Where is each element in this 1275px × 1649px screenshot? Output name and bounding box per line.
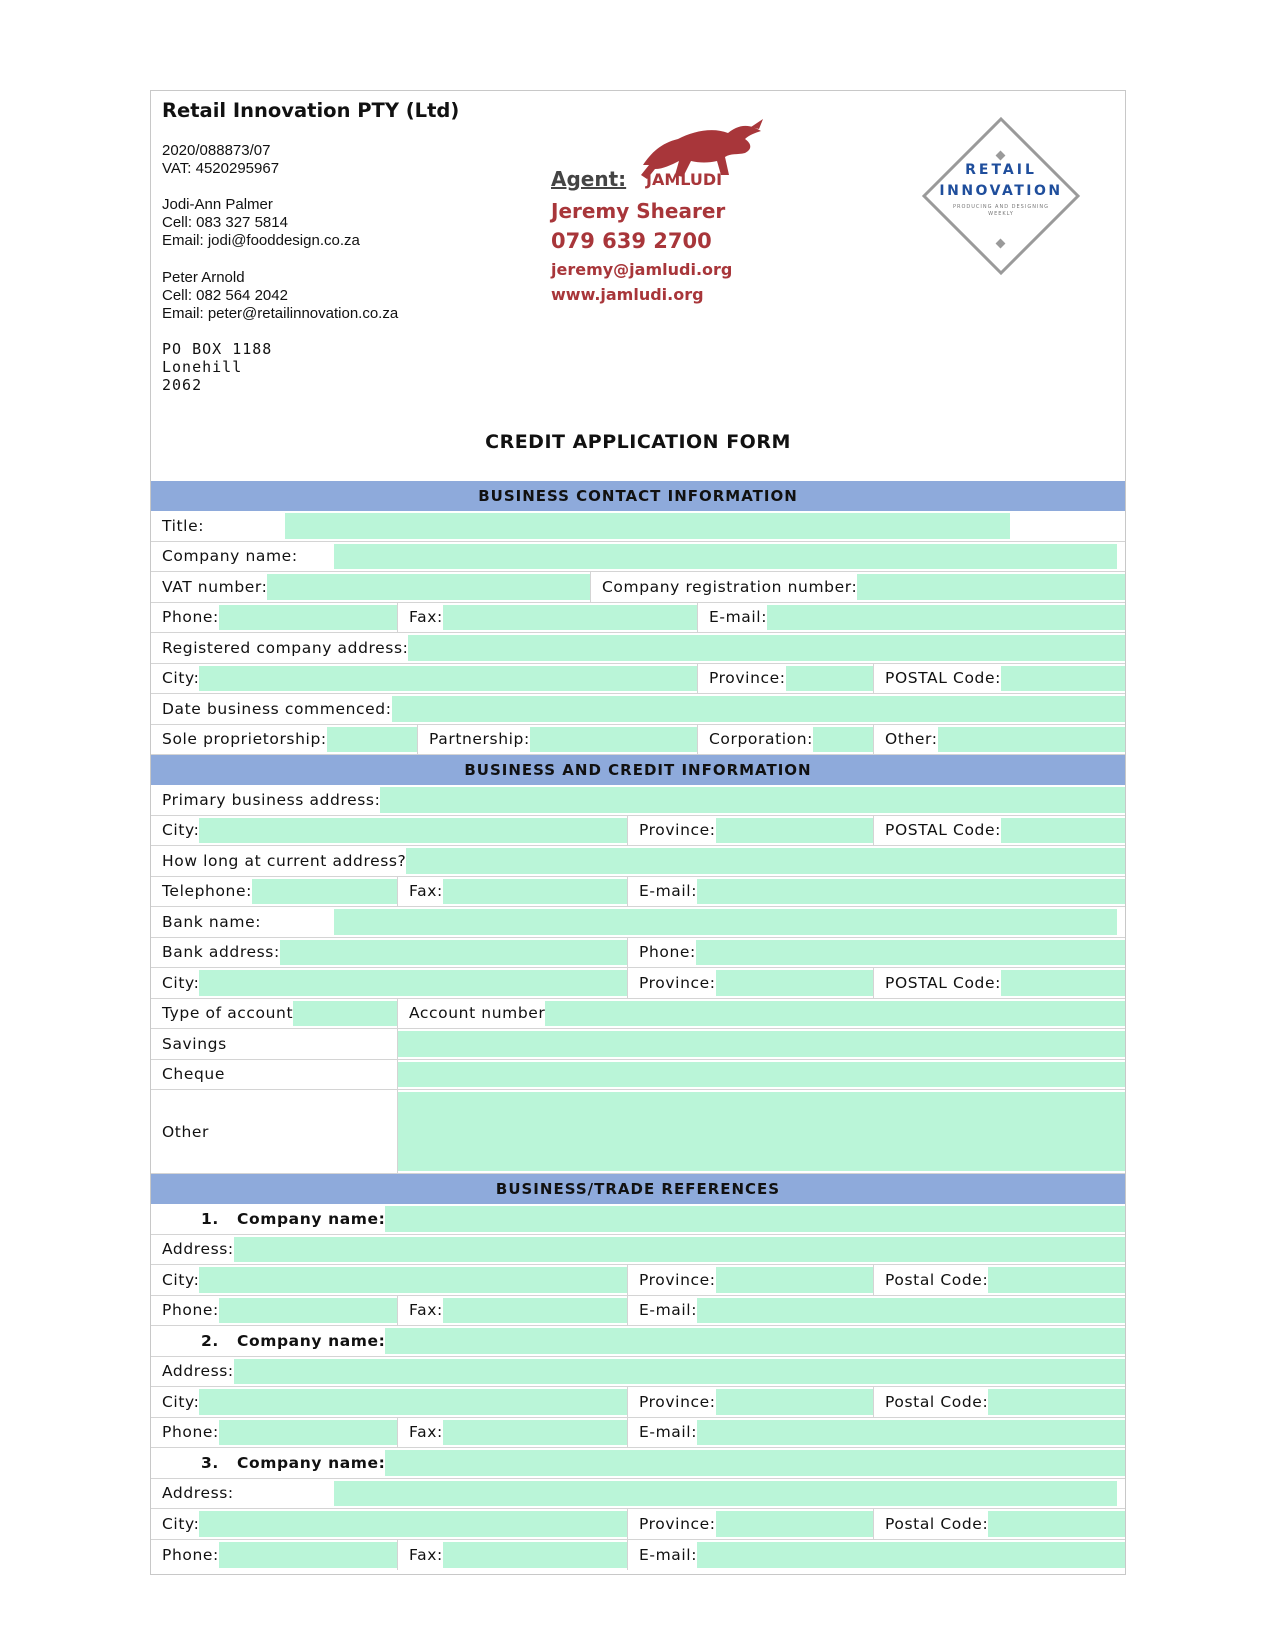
ref-2-province-input[interactable] — [716, 1389, 873, 1415]
label-how-long: How long at current address? — [162, 851, 407, 870]
agent-phone: 079 639 2700 — [551, 229, 712, 253]
row-business-type — [151, 725, 1125, 756]
email-input[interactable] — [767, 605, 1125, 631]
ref-1-postal-input[interactable] — [988, 1267, 1125, 1293]
row-company-name — [151, 542, 1125, 573]
label-other-type: Other: — [885, 730, 938, 749]
label-primary-address: Primary business address: — [162, 790, 381, 809]
label-bank-address: Bank address: — [162, 943, 280, 962]
ref-3-address-input[interactable] — [334, 1481, 1117, 1507]
ref-3-city-row — [151, 1509, 1125, 1540]
form-page — [150, 90, 1126, 1575]
ref-2-label — [151, 1326, 385, 1356]
label-company-name: Company name: — [162, 547, 298, 566]
row-title — [151, 511, 1125, 542]
label-province: Province: — [639, 821, 716, 840]
row-bank-address — [151, 938, 1125, 969]
row-account-type — [151, 999, 1125, 1030]
label-city: City: — [162, 1270, 200, 1289]
ref-2-fax-input[interactable] — [443, 1420, 627, 1446]
ref-1-company-row — [151, 1204, 1125, 1235]
label-postal-code: Postal Code: — [885, 1514, 989, 1533]
label-city: City: — [162, 669, 200, 688]
ref-3-company-label: Company name: — [237, 1453, 386, 1472]
bank-postal-code-input[interactable] — [1001, 970, 1125, 996]
ref-3-company-input[interactable] — [385, 1450, 1125, 1476]
label-title: Title: — [162, 516, 205, 535]
bank-city-input[interactable] — [199, 970, 627, 996]
ref-2-city-row — [151, 1387, 1125, 1418]
row-date-commenced — [151, 694, 1125, 725]
section-references-header: BUSINESS/TRADE REFERENCES — [151, 1174, 1125, 1204]
sole-proprietorship-input[interactable] — [327, 727, 417, 753]
label-address: Address: — [162, 1484, 234, 1503]
agent-website: www.jamludi.org — [551, 285, 704, 304]
primary-address-input[interactable] — [380, 787, 1125, 813]
label-fax: Fax: — [409, 608, 443, 627]
corporation-input[interactable] — [813, 727, 873, 753]
company-registration: 2020/088873/07 — [162, 142, 271, 159]
label-registered-address: Registered company address: — [162, 638, 409, 657]
label-email: E-mail: — [709, 608, 768, 627]
account-number-input[interactable] — [545, 1001, 1125, 1027]
registered-address-input[interactable] — [408, 635, 1125, 661]
row-telephone-fax-email — [151, 877, 1125, 908]
company-name-input[interactable] — [334, 544, 1117, 570]
bank-address-input[interactable] — [280, 940, 627, 966]
ref-2-company-row — [151, 1326, 1125, 1357]
logo-tagline: PRODUCING AND DESIGNING — [952, 204, 1050, 210]
label-sole-proprietorship: Sole proprietorship: — [162, 730, 327, 749]
vat-number-input[interactable] — [267, 574, 590, 600]
type-of-account-input[interactable] — [293, 1001, 397, 1027]
postal-address-line-2: Lonehill — [162, 358, 243, 376]
ref-3-email-input[interactable] — [697, 1542, 1125, 1569]
form-title: CREDIT APPLICATION FORM — [485, 431, 791, 453]
label-email: E-mail: — [639, 1423, 698, 1442]
ref-1-email-input[interactable] — [697, 1298, 1125, 1324]
agent-brand: JAMLUDI — [646, 170, 723, 189]
ref-3-phone-input[interactable] — [219, 1542, 397, 1569]
primary-city-input[interactable] — [199, 818, 627, 844]
row-bank-city — [151, 968, 1125, 999]
row-how-long — [151, 846, 1125, 877]
row-primary-address — [151, 785, 1125, 816]
label-city: City: — [162, 821, 200, 840]
label-postal-code: Postal Code: — [885, 1392, 989, 1411]
phone-input[interactable] — [219, 605, 397, 631]
label-type-of-account: Type of account — [162, 1004, 294, 1023]
label-fax: Fax: — [409, 1423, 443, 1442]
ref-3-label — [151, 1448, 385, 1478]
label-corporation: Corporation: — [709, 730, 813, 749]
credit-email-input[interactable] — [697, 879, 1125, 905]
label-telephone: Telephone: — [162, 882, 252, 901]
primary-province-input[interactable] — [716, 818, 873, 844]
ref-1-city-row — [151, 1265, 1125, 1296]
ref-2-number: 2. — [201, 1331, 219, 1350]
company-vat: VAT: 4520295967 — [162, 160, 280, 177]
ref-1-company-label: Company name: — [237, 1209, 386, 1228]
ref-2-city-input[interactable] — [199, 1389, 627, 1415]
ref-3-address-row — [151, 1479, 1125, 1510]
primary-postal-code-input[interactable] — [1001, 818, 1125, 844]
company-name: Retail Innovation PTY (Ltd) — [162, 99, 460, 122]
ref-3-fax-input[interactable] — [443, 1542, 627, 1569]
ref-1-number: 1. — [201, 1209, 219, 1228]
ref-2-company-label: Company name: — [237, 1331, 386, 1350]
agent-name: Jeremy Shearer — [551, 199, 726, 223]
ref-3-province-input[interactable] — [716, 1511, 873, 1537]
how-long-input[interactable] — [406, 848, 1125, 874]
label-postal-code: Postal Code: — [885, 1270, 989, 1289]
label-address: Address: — [162, 1240, 234, 1259]
label-company-registration: Company registration number: — [602, 577, 858, 596]
title-input[interactable] — [285, 513, 1010, 539]
ref-1-province-input[interactable] — [716, 1267, 873, 1293]
row-registered-address — [151, 633, 1125, 664]
label-email: E-mail: — [639, 1301, 698, 1320]
ref-1-address-input[interactable] — [234, 1237, 1125, 1263]
bank-name-input[interactable] — [334, 909, 1117, 935]
row-bank-name — [151, 907, 1125, 938]
label-postal-code: POSTAL Code: — [885, 973, 1001, 992]
ref-2-address-row — [151, 1357, 1125, 1388]
ref-3-city-input[interactable] — [199, 1511, 627, 1537]
contact-2-name: Peter Arnold — [162, 269, 245, 286]
cheque-input[interactable] — [398, 1062, 1125, 1088]
other-account-input[interactable] — [398, 1092, 1125, 1171]
contact-1-cell: Cell: 083 327 5814 — [162, 214, 288, 231]
label-email: E-mail: — [639, 882, 698, 901]
partnership-input[interactable] — [530, 727, 697, 753]
label-address: Address: — [162, 1362, 234, 1381]
bank-phone-input[interactable] — [696, 940, 1125, 966]
section-contact-header: BUSINESS CONTACT INFORMATION — [151, 481, 1125, 511]
fax-input[interactable] — [443, 605, 697, 631]
label-fax: Fax: — [409, 1301, 443, 1320]
logo-text-retail: RETAIL — [965, 162, 1037, 178]
row-other-account — [151, 1090, 1125, 1174]
label-province: Province: — [639, 1392, 716, 1411]
label-fax: Fax: — [409, 1545, 443, 1564]
label-postal-code: POSTAL Code: — [885, 821, 1001, 840]
postal-address-line-3: 2062 — [162, 376, 203, 394]
ref-1-address-row — [151, 1235, 1125, 1266]
ref-1-city-input[interactable] — [199, 1267, 627, 1293]
label-cheque: Cheque — [162, 1065, 225, 1084]
label-phone: Phone: — [162, 608, 219, 627]
logo-tagline-2: WEEKLY — [988, 211, 1014, 217]
label-partnership: Partnership: — [429, 730, 530, 749]
ref-1-phone-input[interactable] — [219, 1298, 397, 1324]
label-email: E-mail: — [639, 1545, 698, 1564]
ref-2-company-input[interactable] — [385, 1328, 1125, 1354]
agent-email: jeremy@jamludi.org — [551, 260, 733, 279]
ref-1-fax-input[interactable] — [443, 1298, 627, 1324]
city-input[interactable] — [199, 666, 697, 692]
ref-3-company-row — [151, 1448, 1125, 1479]
retail-innovation-logo — [921, 116, 1081, 276]
row-cheque — [151, 1060, 1125, 1091]
row-primary-city — [151, 816, 1125, 847]
agent-block — [551, 113, 821, 323]
postal-address-line-1: PO BOX 1188 — [162, 340, 273, 358]
label-province: Province: — [639, 973, 716, 992]
telephone-input[interactable] — [252, 879, 397, 905]
contact-1-email: Email: jodi@fooddesign.co.za — [162, 232, 360, 249]
agent-label: Agent: — [551, 167, 627, 191]
contact-1-name: Jodi-Ann Palmer — [162, 196, 273, 213]
contact-2-cell: Cell: 082 564 2042 — [162, 287, 288, 304]
row-savings — [151, 1029, 1125, 1060]
ref-2-phone-input[interactable] — [219, 1420, 397, 1446]
label-province: Province: — [709, 669, 786, 688]
label-city: City: — [162, 973, 200, 992]
label-fax: Fax: — [409, 882, 443, 901]
ref-2-address-input[interactable] — [234, 1359, 1125, 1385]
ref-3-number: 3. — [201, 1453, 219, 1472]
label-account-number: Account number — [409, 1004, 546, 1023]
label-phone: Phone: — [162, 1423, 219, 1442]
label-date-commenced: Date business commenced: — [162, 699, 392, 718]
bank-province-input[interactable] — [716, 970, 873, 996]
label-other-account: Other — [162, 1122, 210, 1141]
credit-fax-input[interactable] — [443, 879, 627, 905]
label-phone: Phone: — [162, 1301, 219, 1320]
date-commenced-input[interactable] — [392, 696, 1125, 722]
savings-input[interactable] — [398, 1031, 1125, 1057]
other-type-input[interactable] — [938, 727, 1125, 753]
label-bank-name: Bank name: — [162, 912, 262, 931]
ref-3-postal-input[interactable] — [988, 1511, 1125, 1537]
ref-1-label — [151, 1204, 385, 1234]
label-province: Province: — [639, 1270, 716, 1289]
label-city: City: — [162, 1392, 200, 1411]
ref-2-phone-row — [151, 1418, 1125, 1449]
ref-1-company-input[interactable] — [385, 1206, 1125, 1232]
label-savings: Savings — [162, 1034, 227, 1053]
label-phone: Phone: — [162, 1545, 219, 1564]
ref-2-email-input[interactable] — [697, 1420, 1125, 1446]
label-city: City: — [162, 1514, 200, 1533]
postal-code-input[interactable] — [1001, 666, 1125, 692]
ref-1-phone-row — [151, 1296, 1125, 1327]
province-input[interactable] — [786, 666, 873, 692]
contact-2-email: Email: peter@retailinnovation.co.za — [162, 305, 399, 322]
label-postal-code: POSTAL Code: — [885, 669, 1001, 688]
company-registration-input[interactable] — [857, 574, 1125, 600]
label-province: Province: — [639, 1514, 716, 1533]
row-phone-fax-email — [151, 603, 1125, 634]
logo-text-innovation: INNOVATION — [939, 183, 1063, 199]
label-vat-number: VAT number: — [162, 577, 268, 596]
section-credit-header: BUSINESS AND CREDIT INFORMATION — [151, 755, 1125, 785]
ref-3-phone-row — [151, 1540, 1125, 1571]
form-grid — [151, 481, 1125, 1570]
ref-2-postal-input[interactable] — [988, 1389, 1125, 1415]
label-phone: Phone: — [639, 943, 696, 962]
row-city-province-postal — [151, 664, 1125, 695]
row-vat — [151, 572, 1125, 603]
